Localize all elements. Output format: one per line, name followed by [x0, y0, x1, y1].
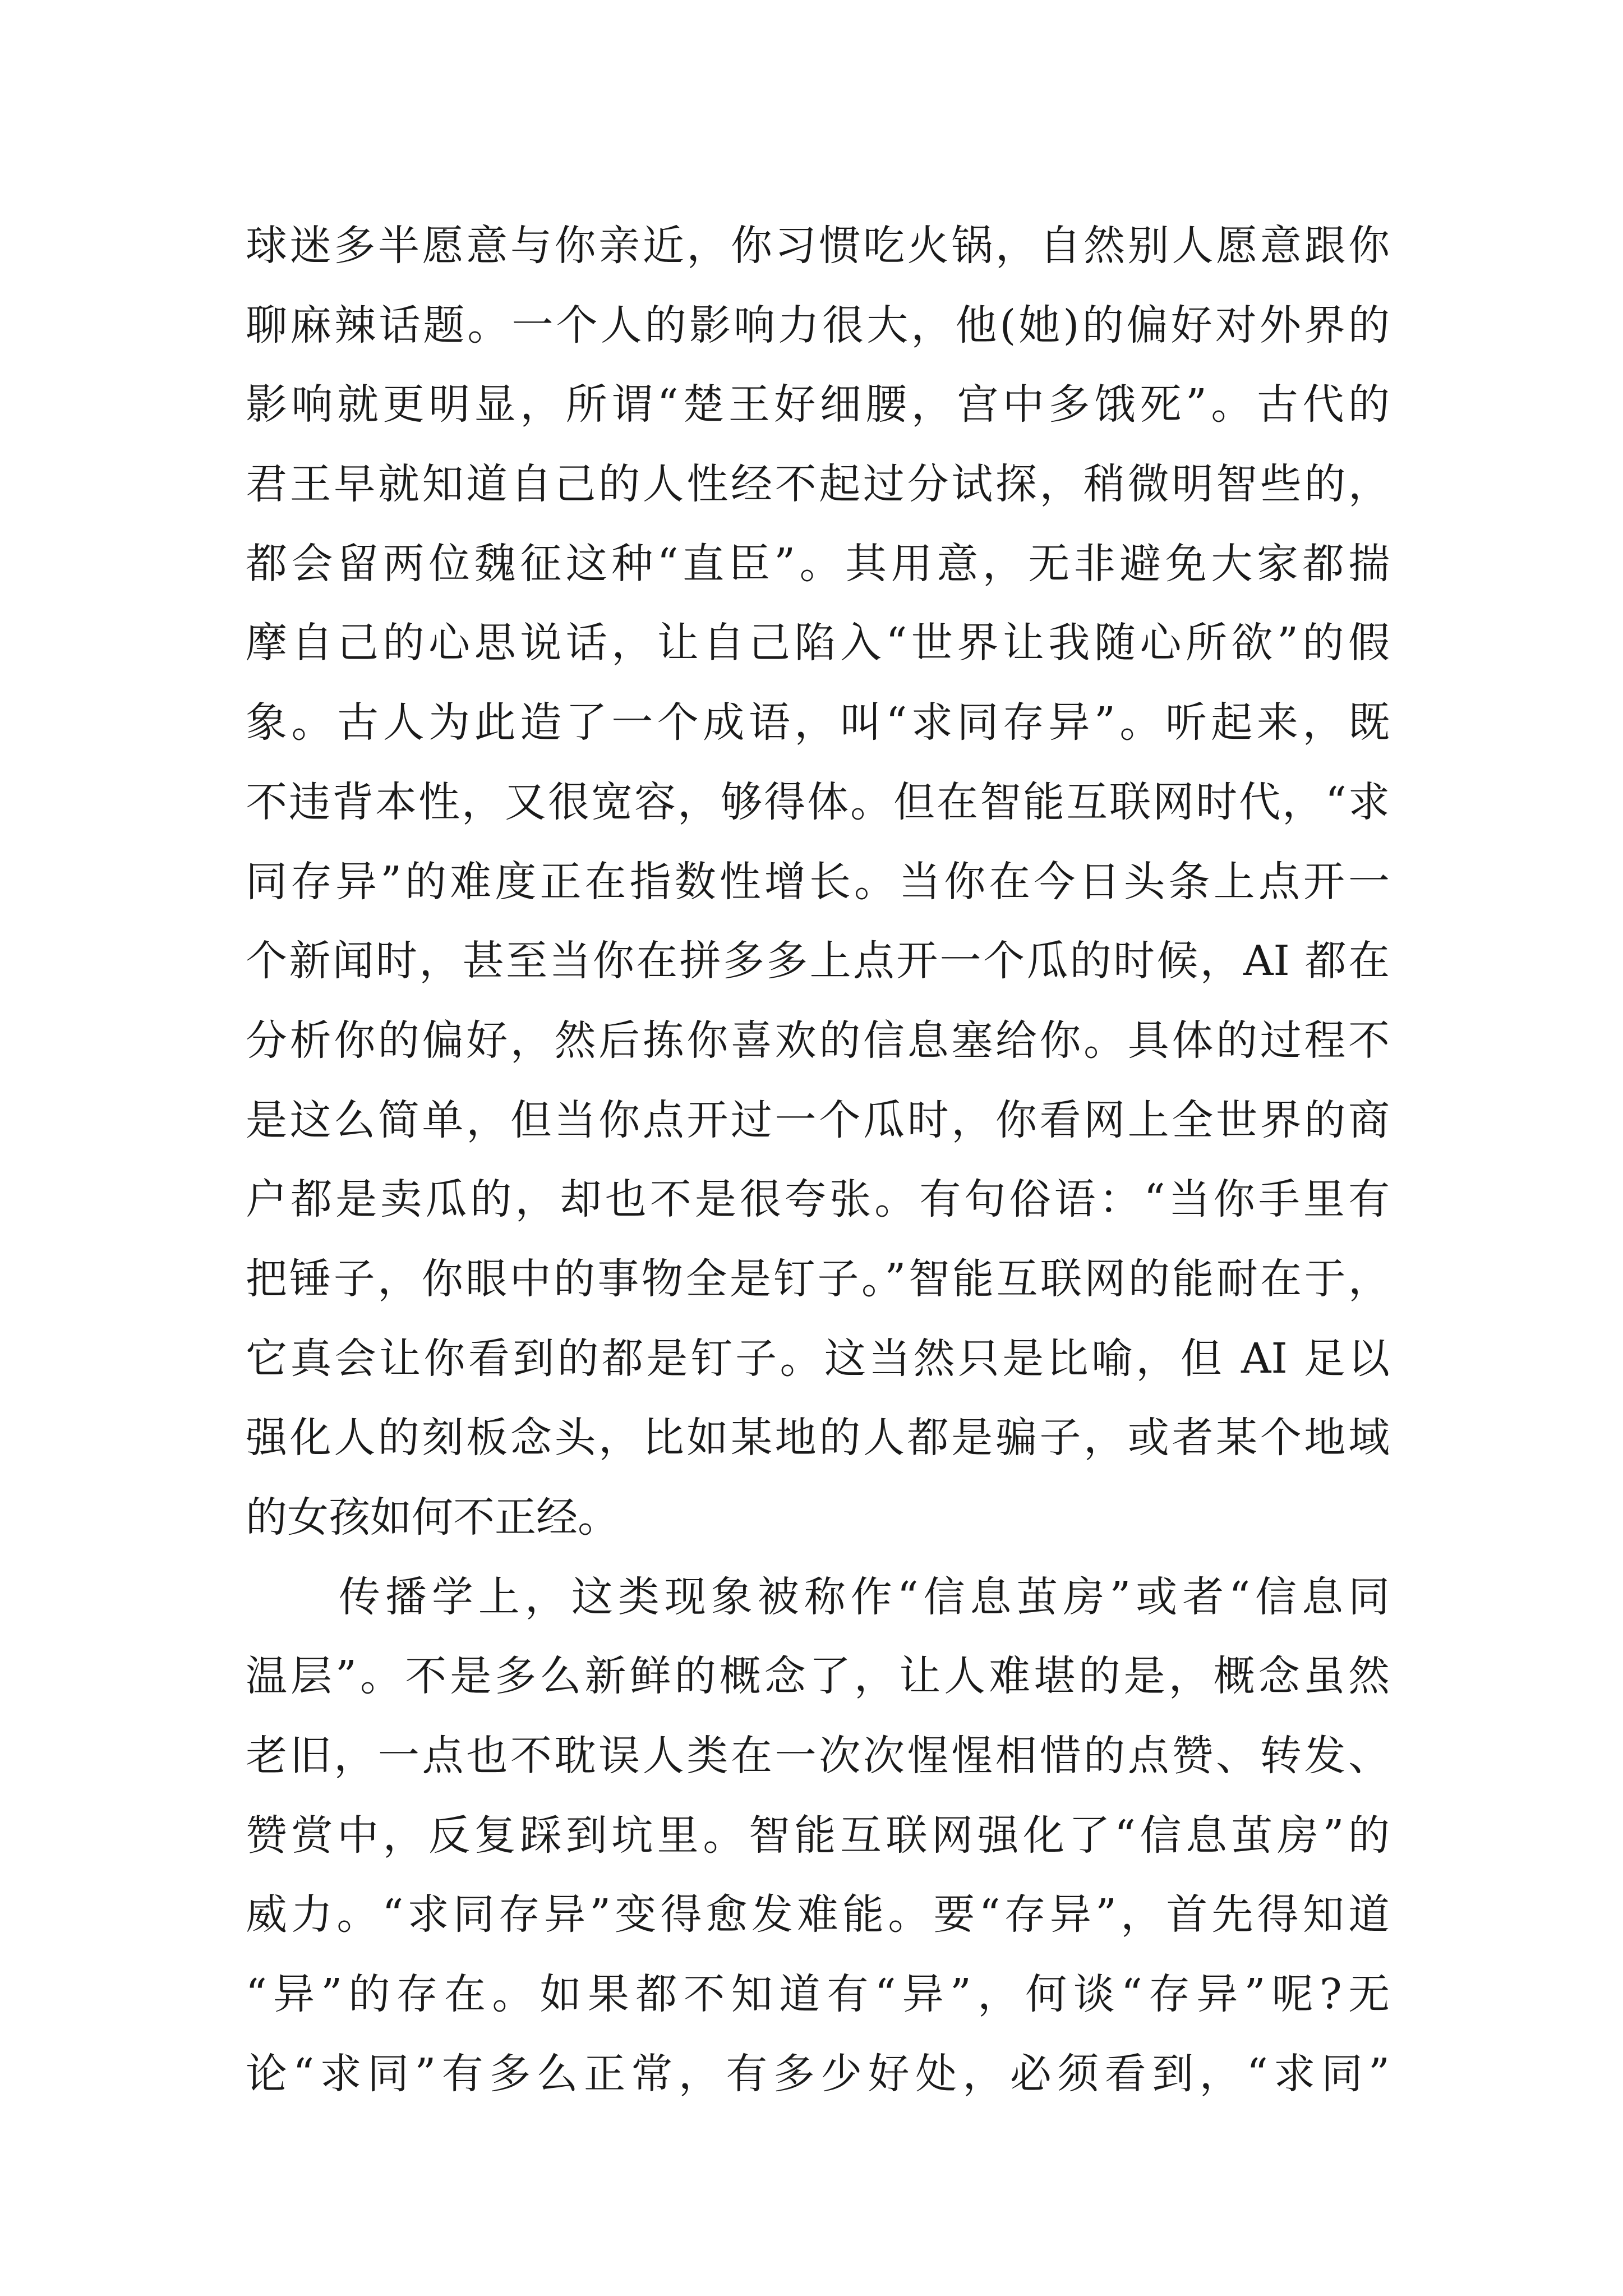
- text-line: “异”的存在。如果都不知道有“异”，何谈“存异”呢?无: [246, 1970, 1390, 2019]
- text-line: 球迷多半愿意与你亲近，你习惯吃火锅，自然别人愿意跟你: [246, 222, 1390, 270]
- text-line: 摩自己的心思说话，让自己陷入“世界让我随心所欲”的假: [246, 619, 1390, 668]
- text-line: 威力。“求同存异”变得愈发难能。要“存异”，首先得知道: [246, 1890, 1390, 1939]
- paragraph-2: [246, 1558, 1390, 2114]
- text-line: 象。古人为此造了一个成语，叫“求同存异”。听起来，既: [246, 698, 1390, 747]
- text-line: 传播学上，这类现象被称作“信息茧房”或者“信息同: [246, 1572, 1390, 1621]
- text-line: 同存异”的难度正在指数性增长。当你在今日头条上点开一: [246, 857, 1390, 906]
- text-line: 温层”。不是多么新鲜的概念了，让人难堪的是，概念虽然: [246, 1652, 1390, 1701]
- text-line: 强化人的刻板念头，比如某地的人都是骗子，或者某个地域: [246, 1414, 1390, 1462]
- text-line: 分析你的偏好，然后拣你喜欢的信息塞给你。具体的过程不: [246, 1016, 1390, 1065]
- paragraph-1: [246, 206, 1390, 1558]
- text-line: 论“求同”有多么正常，有多少好处，必须看到，“求同”: [246, 2049, 1390, 2098]
- text-line: 聊麻辣话题。一个人的影响力很大，他(她)的偏好对外界的: [246, 301, 1390, 349]
- text-line: 把锤子，你眼中的事物全是钉子。”智能互联网的能耐在于，: [246, 1254, 1390, 1303]
- body-text: [246, 206, 1390, 2114]
- text-line: 君王早就知道自己的人性经不起过分试探，稍微明智些的，: [246, 460, 1390, 509]
- text-line: 老旧，一点也不耽误人类在一次次惺惺相惜的点赞、转发、: [246, 1732, 1390, 1780]
- text-line: 户都是卖瓜的，却也不是很夸张。有句俗语：“当你手里有: [246, 1175, 1390, 1224]
- text-line: 的女孩如何不正经。: [246, 1493, 619, 1542]
- text-line: 不违背本性，又很宽容，够得体。但在智能互联网时代，“求: [246, 777, 1390, 826]
- text-line: 赞赏中，反复踩到坑里。智能互联网强化了“信息茧房”的: [246, 1811, 1390, 1860]
- text-line: 都会留两位魏征这种“直臣”。其用意，无非避免大家都揣: [246, 539, 1390, 588]
- text-line: 影响就更明显，所谓“楚王好细腰，宫中多饿死”。古代的: [246, 380, 1390, 429]
- text-line: 是这么简单，但当你点开过一个瓜时，你看网上全世界的商: [246, 1096, 1390, 1144]
- text-line: 它真会让你看到的都是钉子。这当然只是比喻，但 AI 足以: [246, 1334, 1390, 1383]
- text-line: 个新闻时，甚至当你在拼多多上点开一个瓜的时候，AI 都在: [246, 937, 1390, 986]
